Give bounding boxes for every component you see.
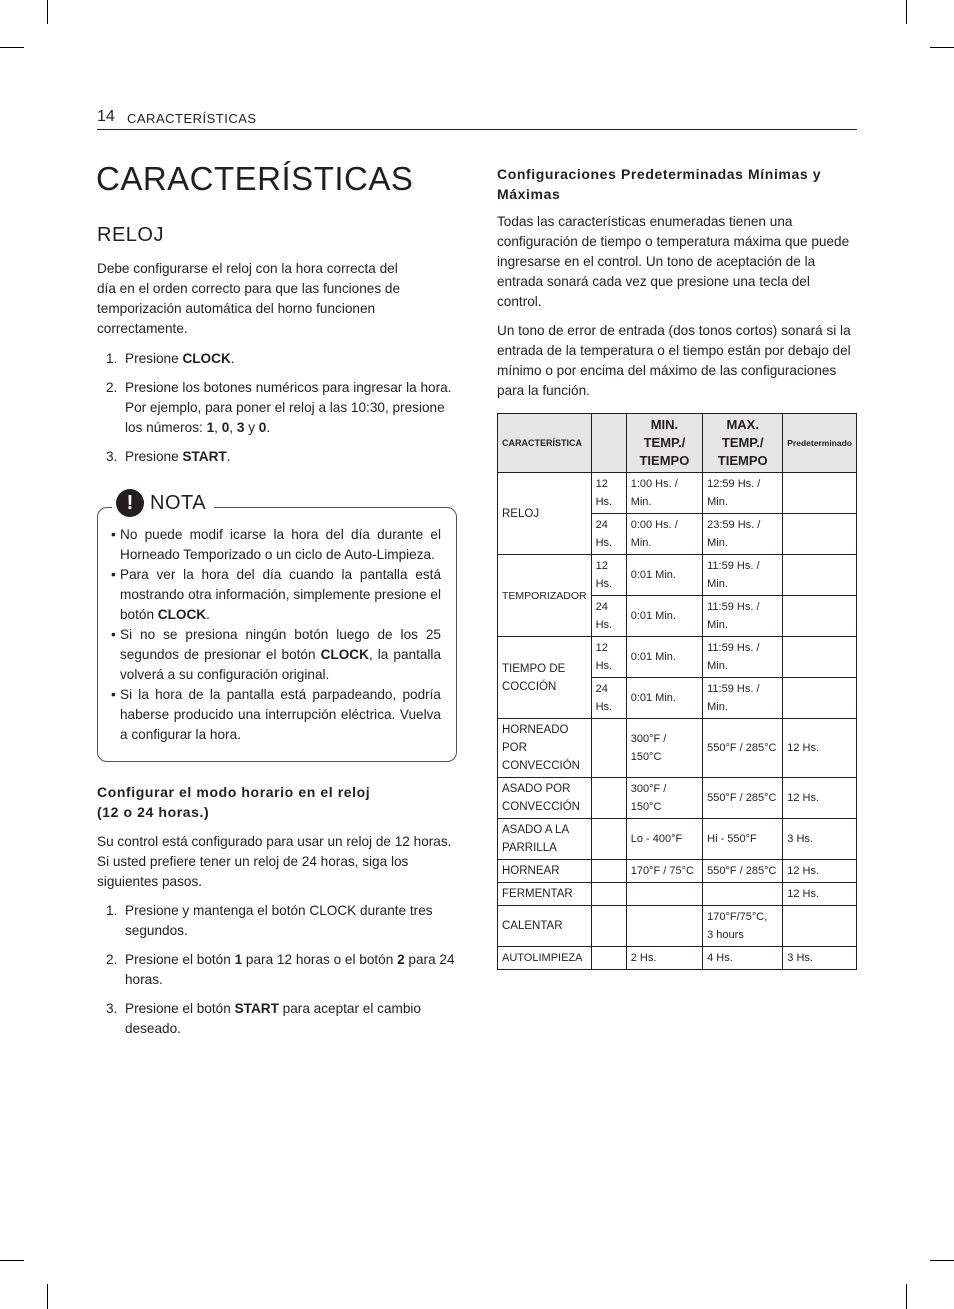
table-cell: 12 Hs. [783,719,857,778]
step-text: . [266,420,271,435]
step-number: 2. [106,952,118,967]
table-cell: 12 Hs. [783,778,857,819]
list-item [97,999,459,1039]
table-cell [626,883,702,906]
step-text: Presione [125,449,183,464]
step-number: 1. [106,351,118,366]
config-paragraph-2: Un tono de error de entrada (dos tonos cortos) sonará si la entrada de la temperatura o el tiempo están por debajo del mínimo o por encima del máximo de las configuraciones para la función. [497,323,851,398]
list-item [97,378,459,438]
table-row [498,947,857,970]
reloj-steps-container [97,349,459,476]
table-row [498,555,857,596]
table-cell: ASADO A LA PARRILLA [498,819,592,860]
table-cell: 170°F / 75°C [626,860,702,883]
config-heading-line: Configuraciones Predeterminadas Mínimas y [497,166,822,182]
note-list [111,525,441,745]
reloj-steps [97,349,459,467]
step-key: 0 [221,420,230,435]
list-item [97,447,459,467]
table-cell [783,678,857,719]
step-text: , [214,420,222,435]
note-text: Si no se presiona ningún botón luego de los 25 segundos de presionar el botón [120,627,441,662]
table-cell: 4 Hs. [703,947,783,970]
step-key: CLOCK [182,351,231,366]
column-header: CARACTERÍSTICA [498,414,592,473]
config-heading-line: Máximas [497,186,561,202]
note-label: NOTA [150,491,207,514]
crop-mark [47,1284,48,1309]
table-cell: TEMPORIZADOR [498,555,592,637]
crop-mark [906,0,907,24]
table-cell: 24 Hs. [591,596,626,637]
table-cell [591,819,626,860]
cell-line: 3 hours [707,929,744,941]
note-header [112,489,214,517]
page-number: 14 [97,108,115,125]
config-heading [497,164,857,204]
table-cell: 12 Hs. [591,555,626,596]
note-text: No puede modif icarse la hora del día durante el Horneado Temporizado o un ciclo de Auto-Limpieza. [120,527,441,562]
table-cell: 12 Hs. [591,473,626,514]
table-header-row [498,414,857,473]
table-cell [703,906,783,947]
table-cell: 12 Hs. [783,860,857,883]
table-cell: 550°F / 285°C [703,719,783,778]
list-item [97,950,459,990]
table-cell: 11:59 Hs. / Min. [703,555,783,596]
table-cell [591,883,626,906]
table-cell: 2 Hs. [626,947,702,970]
step-key: 1 [206,420,215,435]
table-cell: 24 Hs. [591,678,626,719]
table-row [498,860,857,883]
list-item [97,349,459,369]
table-cell: HORNEADO POR CONVECCIÓN [498,719,592,778]
note-text: , la pantalla volverá a su configuración original. [120,647,442,682]
table-cell [626,906,702,947]
table-cell [591,947,626,970]
column-header: MIN. TEMP./ TIEMPO [626,414,702,473]
reloj-section [97,259,412,339]
table-cell: 11:59 Hs. / Min. [703,637,783,678]
table-cell [783,473,857,514]
table-cell: Lo - 400°F [626,819,702,860]
step-text: para aceptar el cambio deseado. [125,1001,421,1036]
table-row [498,637,857,678]
list-item [111,525,441,565]
page-title: CARACTERÍSTICAS [96,160,414,197]
table-cell: FERMENTAR [498,883,592,906]
table-cell: 550°F / 285°C [703,860,783,883]
step-text: Presione el botón [125,1001,235,1016]
step-text: . [230,351,235,366]
table-cell [783,596,857,637]
step-key: START [182,449,227,464]
list-item [111,625,441,685]
table-cell [591,778,626,819]
table-cell: 12:59 Hs. / Min. [703,473,783,514]
step-text: y [244,420,259,435]
table-row [498,473,857,514]
table-cell: Hi - 550°F [703,819,783,860]
modo-section [97,782,459,1048]
table-row [498,778,857,819]
table-cell: 300°F / 150°C [626,719,702,778]
step-number: 1. [106,903,118,918]
table-cell [591,860,626,883]
step-number: 3. [106,1001,118,1016]
table-cell: 12 Hs. [783,883,857,906]
config-section [497,164,857,401]
modo-heading-line: (12 o 24 horas.) [97,804,210,820]
table-cell [591,719,626,778]
modo-heading [97,782,459,822]
table-cell [783,906,857,947]
table-cell: 1:00 Hs. / Min. [626,473,702,514]
step-key: 1 [234,952,243,967]
modo-intro: Su control está configurado para usar un reloj de 12 horas. Si usted prefiere tener un reloj de 24 horas, siga los siguientes pasos. [97,834,452,889]
table-cell: TIEMPO DE COCCIÓN [498,637,592,719]
table-cell: CALENTAR [498,906,592,947]
column-header [591,414,626,473]
note-key: CLOCK [320,647,369,662]
table-cell: 300°F / 150°C [626,778,702,819]
column-header: Predeterminado [783,414,857,473]
table-cell [783,637,857,678]
step-key: 3 [236,420,245,435]
table-cell: 550°F / 285°C [703,778,783,819]
modo-heading-line: Configurar el modo horario en el reloj [97,784,371,800]
table-cell [591,906,626,947]
reloj-heading: RELOJ [97,224,164,246]
table-cell: 23:59 Hs. / Min. [703,514,783,555]
settings-table [497,413,857,970]
crop-mark [0,1260,24,1261]
exclamation-icon: ! [116,489,144,517]
table-cell: HORNEAR [498,860,592,883]
list-item [97,901,459,941]
step-text: Presione y mantenga el botón CLOCK durante tres segundos. [125,903,433,938]
table-cell: 3 Hs. [783,819,857,860]
step-key: START [234,1001,279,1016]
list-item [111,685,441,745]
table-cell: 0:01 Min. [626,555,702,596]
list-item [111,565,441,625]
step-text: Presione los botones numéricos para ingresar la hora. Por ejemplo, para poner el reloj a las 10:30, presione los números: [125,380,452,435]
table-row [498,883,857,906]
step-text: , [229,420,237,435]
page-header [97,108,857,130]
crop-mark [906,1284,907,1309]
step-text: Presione el botón [125,952,235,967]
header-section-title: CARACTERÍSTICAS [127,111,257,126]
column-header: MAX. TEMP./ TIEMPO [703,414,783,473]
step-key: 0 [258,420,267,435]
table-cell: 3 Hs. [783,947,857,970]
table-cell [783,555,857,596]
table-cell: AUTOLIMPIEZA [498,947,592,970]
cell-line: 170°F/75°C, [707,911,768,923]
modo-steps [97,901,459,1039]
table-cell: 24 Hs. [591,514,626,555]
step-number: 3. [106,449,118,464]
table-cell [783,514,857,555]
table-cell: 11:59 Hs. / Min. [703,596,783,637]
step-text: para 24 horas. [125,952,455,987]
crop-mark [0,47,24,48]
table-cell: RELOJ [498,473,592,555]
table-cell: 0:01 Min. [626,678,702,719]
table-cell: 0:00 Hs. / Min. [626,514,702,555]
note-text: . [206,607,210,622]
table-row [498,819,857,860]
note-text: Si la hora de la pantalla está parpadeando, podría haberse producido una interrupción eléctrica. Vuelva a configurar la hora. [120,687,441,742]
note-text: Para ver la hora del día cuando la pantalla está mostrando otra información, simplemente presione el botón [120,567,441,622]
crop-mark [47,0,48,24]
step-key: 2 [397,952,405,967]
reloj-intro: Debe configurarse el reloj con la hora correcta del día en el orden correcto para que las funciones de temporización automática del horno funcionen correctamente. [97,261,401,336]
table-cell: ASADO POR CONVECCIÓN [498,778,592,819]
config-paragraph-1: Todas las características enumeradas tienen una configuración de tiempo o temperatura máxima que puede ingresarse en el control. Un tono de aceptación de la entrada sonará cada vez que presione una tecla del control. [497,214,850,309]
step-number: 2. [106,380,118,395]
table-cell: 11:59 Hs. / Min. [703,678,783,719]
table-cell: 0:01 Min. [626,596,702,637]
step-text: . [226,449,231,464]
step-text: para 12 horas o el botón [242,952,398,967]
table-cell: 0:01 Min. [626,637,702,678]
crop-mark [930,1260,954,1261]
crop-mark [930,47,954,48]
table-cell: 12 Hs. [591,637,626,678]
note-key: CLOCK [157,607,207,622]
table-row [498,906,857,947]
step-text: Presione [125,351,183,366]
table-row [498,719,857,778]
table-cell [703,883,783,906]
